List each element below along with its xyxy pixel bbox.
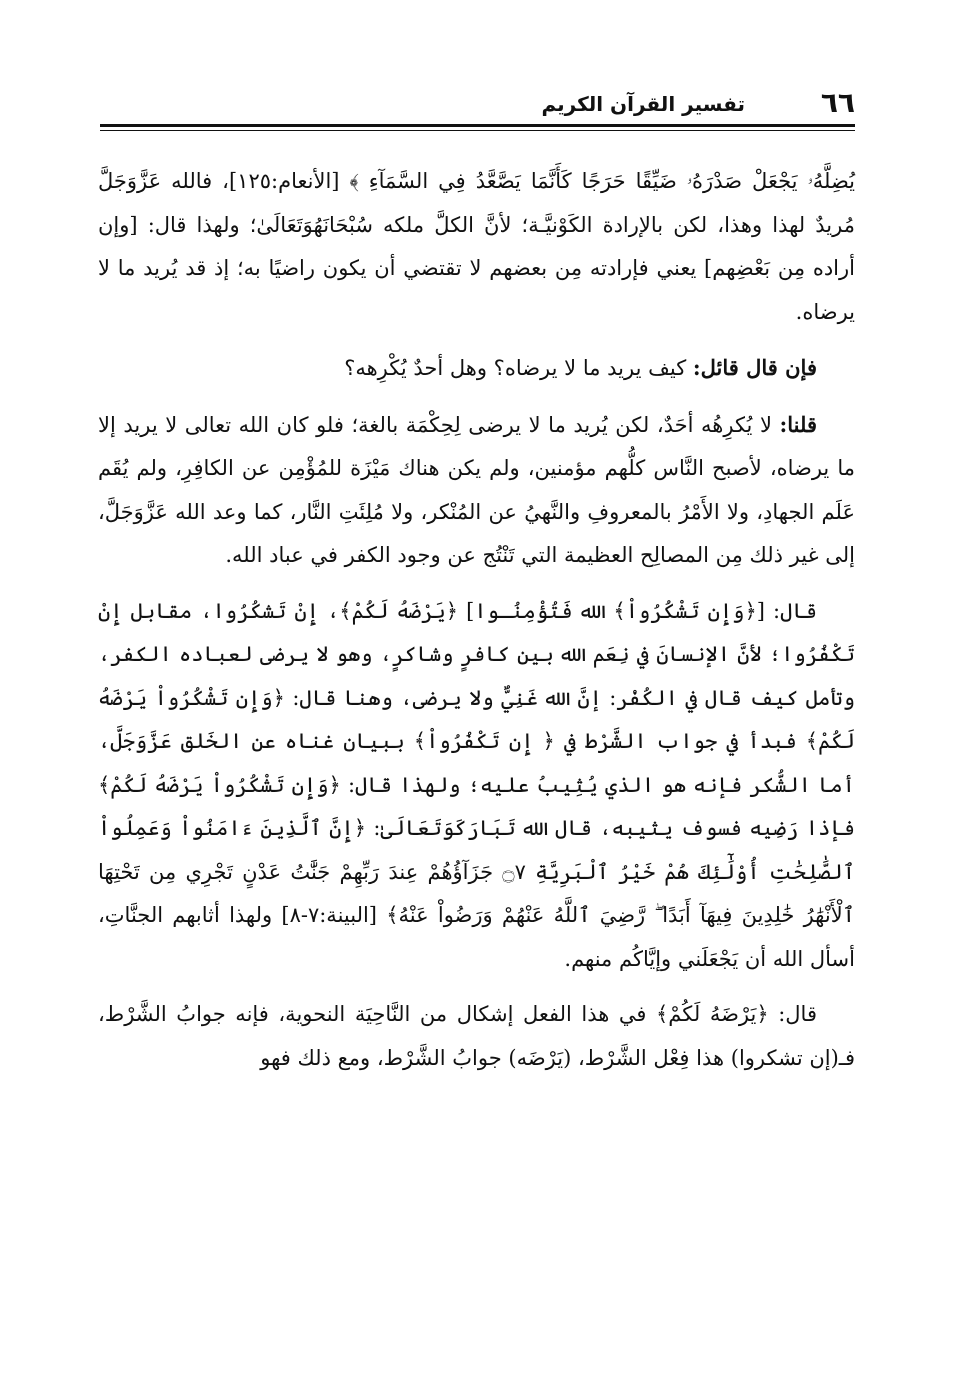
page-header — [100, 86, 855, 122]
paragraph-text: لا يُكرِهُه أحَدٌ، لكن يُريد ما لا يرضى لِحِكْمَة بالغة؛ فلو كان الله تعالى لا يريد إلا ما يرضاه، لأصبح النَّاس كلُّهم مؤمنين، ولم يكن هناك مَيْزَة للمُؤْمِن عن الكافِرِ، ولم يُقَم عَلَم الجهادِ، ولا الأَمْرُ بالمعروفِ والنَّهيُ عن المُنْكر، ولا مُلِئَتِ النَّار، كما وعد الله عَزَّوَجَلَّ، إلى غير ذلك مِن المصالِح العظيمة التي تَنْتُج عن وجود الكفر في عباد الله. — [98, 412, 855, 567]
header-rule-thin — [100, 130, 855, 131]
running-title: تفسير القرآن الكريم — [541, 92, 745, 116]
paragraph-text: قال: ﴿يَرْضَهُ لَكُمْ﴾ في هذا الفعل إشكال من النَّاحِيَة النحوية، فإنه جوابُ الشَّرْط، فـ(إن تشكروا) هذا فِعْل الشَّرْط، (يَرْضَه) جوابُ الشَّرْط، ومع ذلك فهو — [98, 1002, 855, 1070]
header-rule — [100, 124, 855, 127]
paragraph-answer — [98, 403, 855, 578]
paragraph-lead: قلنا: — [779, 411, 817, 437]
paragraph-grammar-note — [98, 993, 855, 1080]
paragraph-lead: فإن قال قائل: — [692, 355, 817, 380]
paragraph-text: كيف يريد ما لا يرضاه؟ وهل أحدٌ يُكْرِهه؟ — [344, 356, 693, 380]
paragraph-text: يُضِلَّهُۥ يَجْعَلْ صَدْرَهُۥ ضَيِّقًا حَرَجًا كَأَنَّمَا يَصَّعَّدُ فِي السَّمَآءِ ﴾ [الأنعام:١٢٥]، فالله عَزَّوَجَلَّ مُريدٌ لهذا وهذا، لكن بالإرادة الكَوْنيَّـة؛ لأنَّ الكلَّ ملكه سُبْحَانَهُوَتَعَالَىٰ؛ ولهذا قال: [وإن أراده مِن بَعْضِهم] يعني فإرادته مِن بعضهم لا تقتضي أن يكون راضيًا به؛ إذ قد يُريد ما لا يرضاه. — [98, 169, 856, 324]
paragraph-continuation — [98, 160, 855, 334]
body-text — [98, 160, 855, 1092]
paragraph-commentary — [98, 590, 855, 982]
paragraph-question — [98, 346, 855, 391]
page-number: ٦٦ — [820, 86, 855, 119]
paragraph-text: قال: [﴿وَإِن تَشْكُرُواْ﴾ الله فَتُؤْمِنُـوا] ﴿يَرْضَهُ لَكُمْ﴾، إِنْ تَشكُرُوا، مقابل إِنْ تَكْفُرُوا؛ لأنَّ الإنسانَ في نِعَم الله بين كافرٍ وشاكرٍ، وهو لا يرضى لعباده الكفر، وتأمل كيف قال في الكُفْر: إنَّ الله غَنِيٌّ ولا يرضى، وهنا قال: ﴿وَإِن تَشْكُرُواْ يَرْضَهُ لَكُمْ﴾ فبدأ في جواب الشَّرْط في ﴿ إِن تَكْفُرُواْ﴾ ببيان غناه عن الخَلق عَزَّوَجَلَّ، أما الشُّكر فإنه هو الذي يُثِيبُ عليه؛ ولهذا قال: ﴿وَإِن تَشْكُرُواْ يَرْضَهُ لَكُمْ﴾ فإذا رَضِيه فسوف يثيبه، قال الله تَبَارَكَوَتَعَالَىٰ: ﴿إِنَّ ٱلَّذِينَ ءَامَنُواْ وَعَمِلُواْ ٱلصَّٰلِحَٰتِ أُوْلَٰٓئِكَ هُمْ خَيْرُ ٱلْبَرِيَّةِ ۝٧ جَزَآؤُهُمْ عِندَ رَبِّهِمْ جَنَّٰتُ عَدْنٍ تَجْرِي مِن تَحْتِهَا ٱلْأَنْهَٰرُ خَٰلِدِينَ فِيهَآ أَبَدًا ۖ رَّضِيَ ٱللَّهُ عَنْهُمْ وَرَضُواْ عَنْهُ﴾ [البينة:٧-٨] ولهذا أثابهم الجنَّاتِ، أسأل الله أن يَجْعَلَني وإيَّاكُم منهم. — [98, 598, 856, 971]
